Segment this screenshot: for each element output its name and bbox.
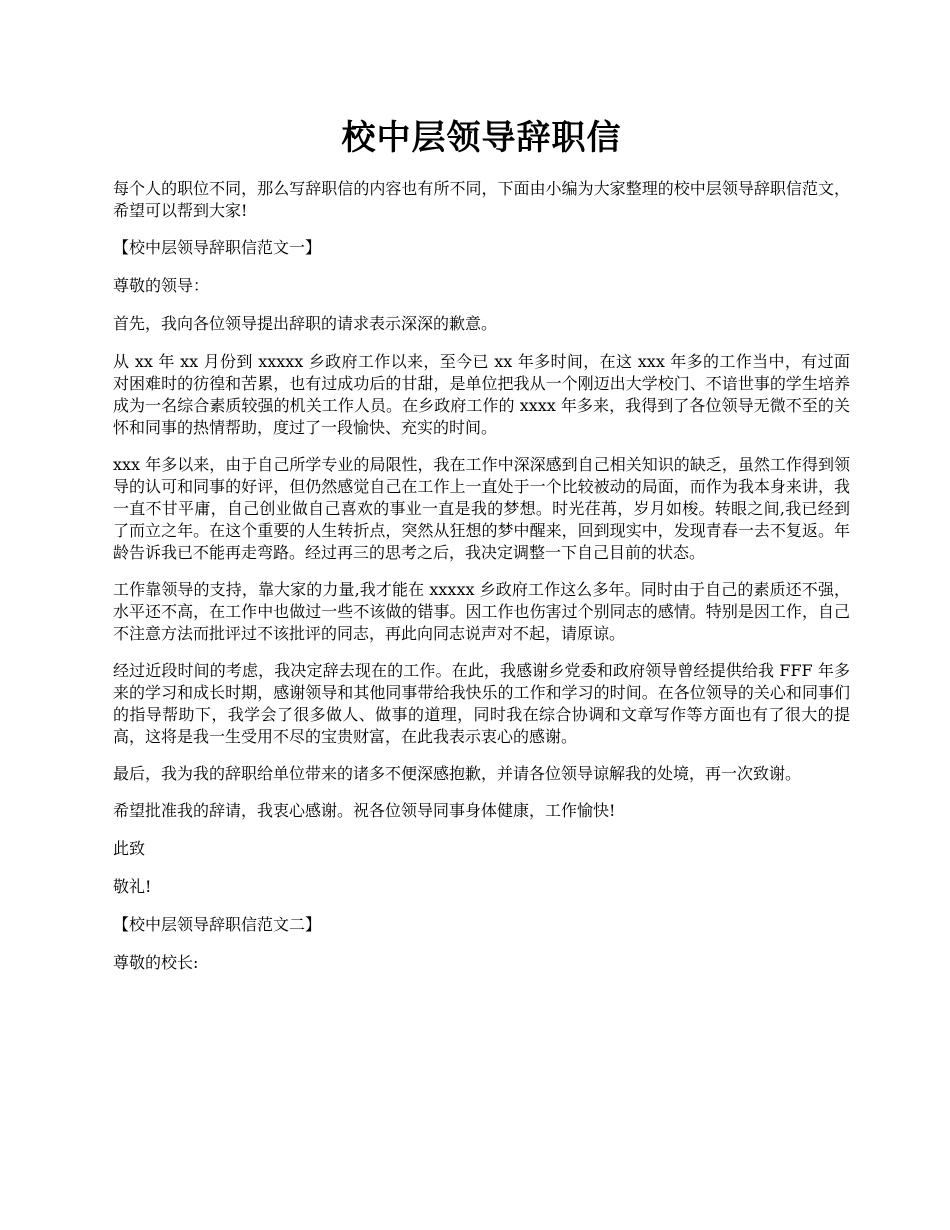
body-paragraph: 首先，我向各位领导提出辞职的请求表示深深的歉意。 [113, 314, 498, 333]
body-paragraph: xxx 年多以来，由于自己所学专业的局限性，我在工作中深深感到自己相关知识的缺乏，虽然工作得到领导的认可和同事的好评，但仍然感觉自己在工作上一直处于一个比较被动的局面，而作为我本身来讲，我一直不甘平庸，自己创业做自己喜欢的事业一直是我的梦想。时光荏苒，岁月如梭。转眼之间,我已经到了而立之年。在这个重要的人生转折点，突然从狂想的梦中醒来，回到现实中，发现青春一去不复返。年龄告诉我已不能再走弯路。经过再三的思考之后，我决定调整一下自己目前的状态。 [113, 455, 850, 562]
document-page [113, 112, 850, 990]
body-paragraph: 最后，我为我的辞职给单位带来的诸多不便深感抱歉，并请各位领导谅解我的处境，再一次致谢。 [113, 764, 802, 783]
document-title: 校中层领导辞职信 [341, 118, 622, 158]
body-paragraph: 经过近段时间的考虑，我决定辞去现在的工作。在此，我感谢乡党委和政府领导曾经提供给我 FFF 年多来的学习和成长时期，感谢领导和其他同事带给我快乐的工作和学习的时间。在各位领导的关心和同事们的指导帮助下，我学会了很多做人、做事的道理，同时我在综合协调和文章写作等方面也有了很大的提高，这将是我一生受用不尽的宝贵财富，在此我表示衷心的感谢。 [113, 661, 850, 746]
body-paragraph: 希望批准我的辞请，我衷心感谢。祝各位领导同事身体健康，工作愉快! [113, 801, 616, 820]
salutation-leaders: 尊敬的领导： [113, 276, 210, 295]
section-heading-one: 【校中层领导辞职信范文一】 [113, 238, 322, 257]
body-paragraph: 工作靠领导的支持，靠大家的力量,我才能在 xxxxx 乡政府工作这么多年。同时由于自己的素质还不强，水平还不高，在工作中也做过一些不该做的错事。因工作也伤害过个别同志的感情。特别是因工作，自己不注意方法而批评过不该批评的同志，再此向同志说声对不起，请原谅。 [113, 580, 850, 643]
body-paragraph: 从 xx 年 xx 月份到 xxxxx 乡政府工作以来，至今已 xx 年多时间，在这 xxx 年多的工作当中，有过面对困难时的彷徨和苦累，也有过成功后的甘甜，是单位把我从一个刚迈出大学校门、不谙世事的学生培养成为一名综合素质较强的机关工作人员。在乡政府工作的 xxxx 年多来，我得到了各位领导无微不至的关怀和同事的热情帮助，度过了一段愉快、充实的时间。 [113, 352, 850, 437]
intro-paragraph: 每个人的职位不同，那么写辞职信的内容也有所不同，下面由小编为大家整理的校中层领导辞职信范文，希望可以帮到大家! [113, 179, 850, 220]
salutation-principal: 尊敬的校长: [113, 953, 199, 972]
closing-line: 此致 [113, 839, 146, 858]
closing-regards: 敬礼! [113, 877, 152, 896]
section-heading-two: 【校中层领导辞职信范文二】 [113, 915, 322, 934]
